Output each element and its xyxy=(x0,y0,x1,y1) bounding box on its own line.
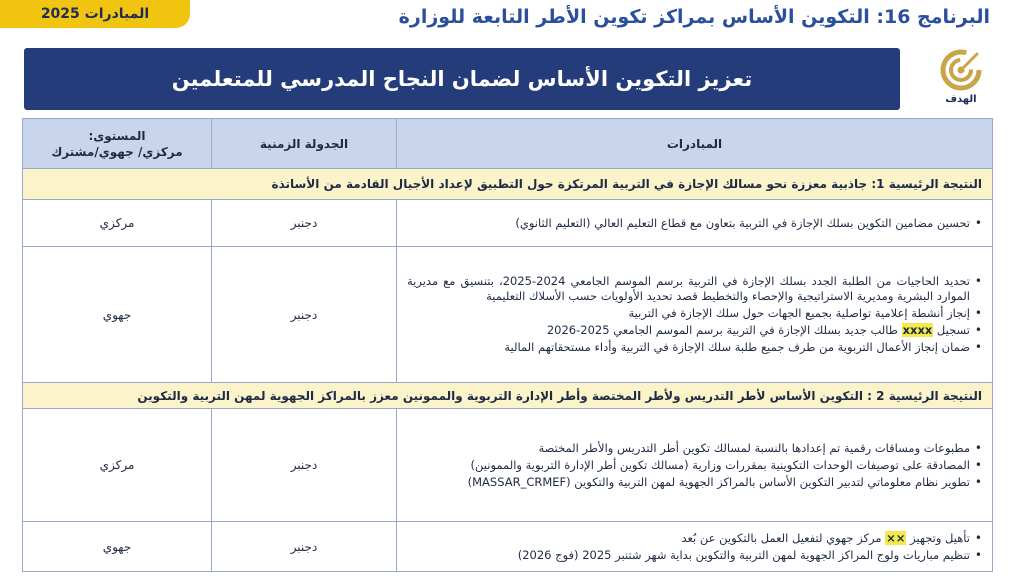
header-level-line2: مركزي/ جهوي/مشترك xyxy=(51,144,183,159)
placeholder-highlight: ×× xyxy=(886,530,906,545)
result-1-text: النتيجة الرئيسية 1: جاذبية معززة نحو مسالك الإجازة في التربية المرتكزة حول التطبيق لإعداد الأجيال القادمة من الأساتذة xyxy=(23,169,993,200)
result-row-2 xyxy=(23,383,993,409)
level-cell: جهوي xyxy=(23,522,212,572)
level-cell: مركزي xyxy=(23,409,212,522)
table-row xyxy=(23,522,993,572)
header-initiatives: المبادرات xyxy=(397,119,993,169)
logo-label: الهدف xyxy=(945,94,977,105)
table-row xyxy=(23,247,993,383)
initiative-item: • المصادقة على توصيفات الوحدات التكوينية بمقررات وزارية (مسالك تكوين أطر الإدارة التربوية والممونين) xyxy=(407,458,984,473)
section-tag: المبادرات 2025 xyxy=(0,0,190,28)
program-title: البرنامج 16: التكوين الأساس بمراكز تكوين الأطر التابعة للوزارة xyxy=(398,6,990,28)
header-level xyxy=(23,119,212,169)
timeline-cell: دجنبر xyxy=(212,247,397,383)
initiative-item: • تحديد الحاجيات من الطلبة الجدد بسلك الإجازة في التربية برسم الموسم الجامعي 2024-2025، بتنسيق مع مديرية الموارد البشرية ومديرية الاستراتيجية والإحصاء والتخطيط قصد تحديد الأولويات حسب الأسلاك التعليمية xyxy=(407,274,984,304)
result-2-text: النتيجة الرئيسية 2 : التكوين الأساس لأطر التدريس ولأطر المختصة وأطر الإدارة التربوية والممونين معزز بالمراكز الجهوية لمهن التربية والتكوين xyxy=(23,383,993,409)
initiative-item: • ضمان إنجاز الأعمال التربوية من طرف جميع طلبة سلك الإجازة في التربية وأداء مستحقاتهم المالية xyxy=(407,340,984,355)
initiatives-cell xyxy=(397,522,993,572)
level-cell: مركزي xyxy=(23,200,212,247)
table-row xyxy=(23,409,993,522)
initiatives-cell xyxy=(397,409,993,522)
initiative-item: • مطبوعات ومساقات رقمية تم إعدادها بالنسبة لمسالك تكوين أطر التدريس والأطر المختصة xyxy=(407,441,984,456)
initiative-item: • تحسين مضامين التكوين بسلك الإجازة في التربية بتعاون مع قطاع التعليم العالي (التعليم الثانوي) xyxy=(407,216,984,231)
initiative-item: • تطوير نظام معلوماتي لتدبير التكوين الأساس بالمراكز الجهوية لمهن التربية والتكوين (MASSAR_CRMEF) xyxy=(407,475,984,490)
objective-logo xyxy=(932,48,990,110)
item-text: مركز جهوي لتفعيل العمل بالتكوين عن بُعد xyxy=(681,530,886,545)
timeline-cell: دجنبر xyxy=(212,522,397,572)
initiatives-cell xyxy=(397,247,993,383)
result-row-1 xyxy=(23,169,993,200)
item-text: تأهيل وتجهيز xyxy=(906,530,970,545)
table-row xyxy=(23,200,993,247)
item-text: طالب جديد بسلك الإجازة في التربية برسم الموسم الجامعي 2025-2026 xyxy=(546,323,902,337)
header-timeline: الجدولة الزمنية xyxy=(212,119,397,169)
level-cell: جهوي xyxy=(23,247,212,383)
initiative-item: • إنجاز أنشطة إعلامية تواصلية بجميع الجهات حول سلك الإجازة في التربية xyxy=(407,306,984,321)
objective-banner: تعزيز التكوين الأساس لضمان النجاح المدرسي للمتعلمين xyxy=(24,48,900,110)
placeholder-highlight: xxxx xyxy=(902,323,933,337)
item-text: تسجيل xyxy=(933,323,970,337)
timeline-cell: دجنبر xyxy=(212,200,397,247)
initiative-item xyxy=(407,531,984,546)
initiative-item xyxy=(407,323,984,338)
target-icon xyxy=(939,48,983,92)
initiatives-table xyxy=(22,118,993,572)
initiative-item: • تنظيم مباريات ولوج المراكز الجهوية لمهن التربية والتكوين بداية شهر شتنبر 2025 (فوج 2026) xyxy=(407,548,984,563)
table-header-row xyxy=(23,119,993,169)
initiatives-cell xyxy=(397,200,993,247)
header-level-line1: المستوى: xyxy=(88,128,146,143)
timeline-cell: دجنبر xyxy=(212,409,397,522)
